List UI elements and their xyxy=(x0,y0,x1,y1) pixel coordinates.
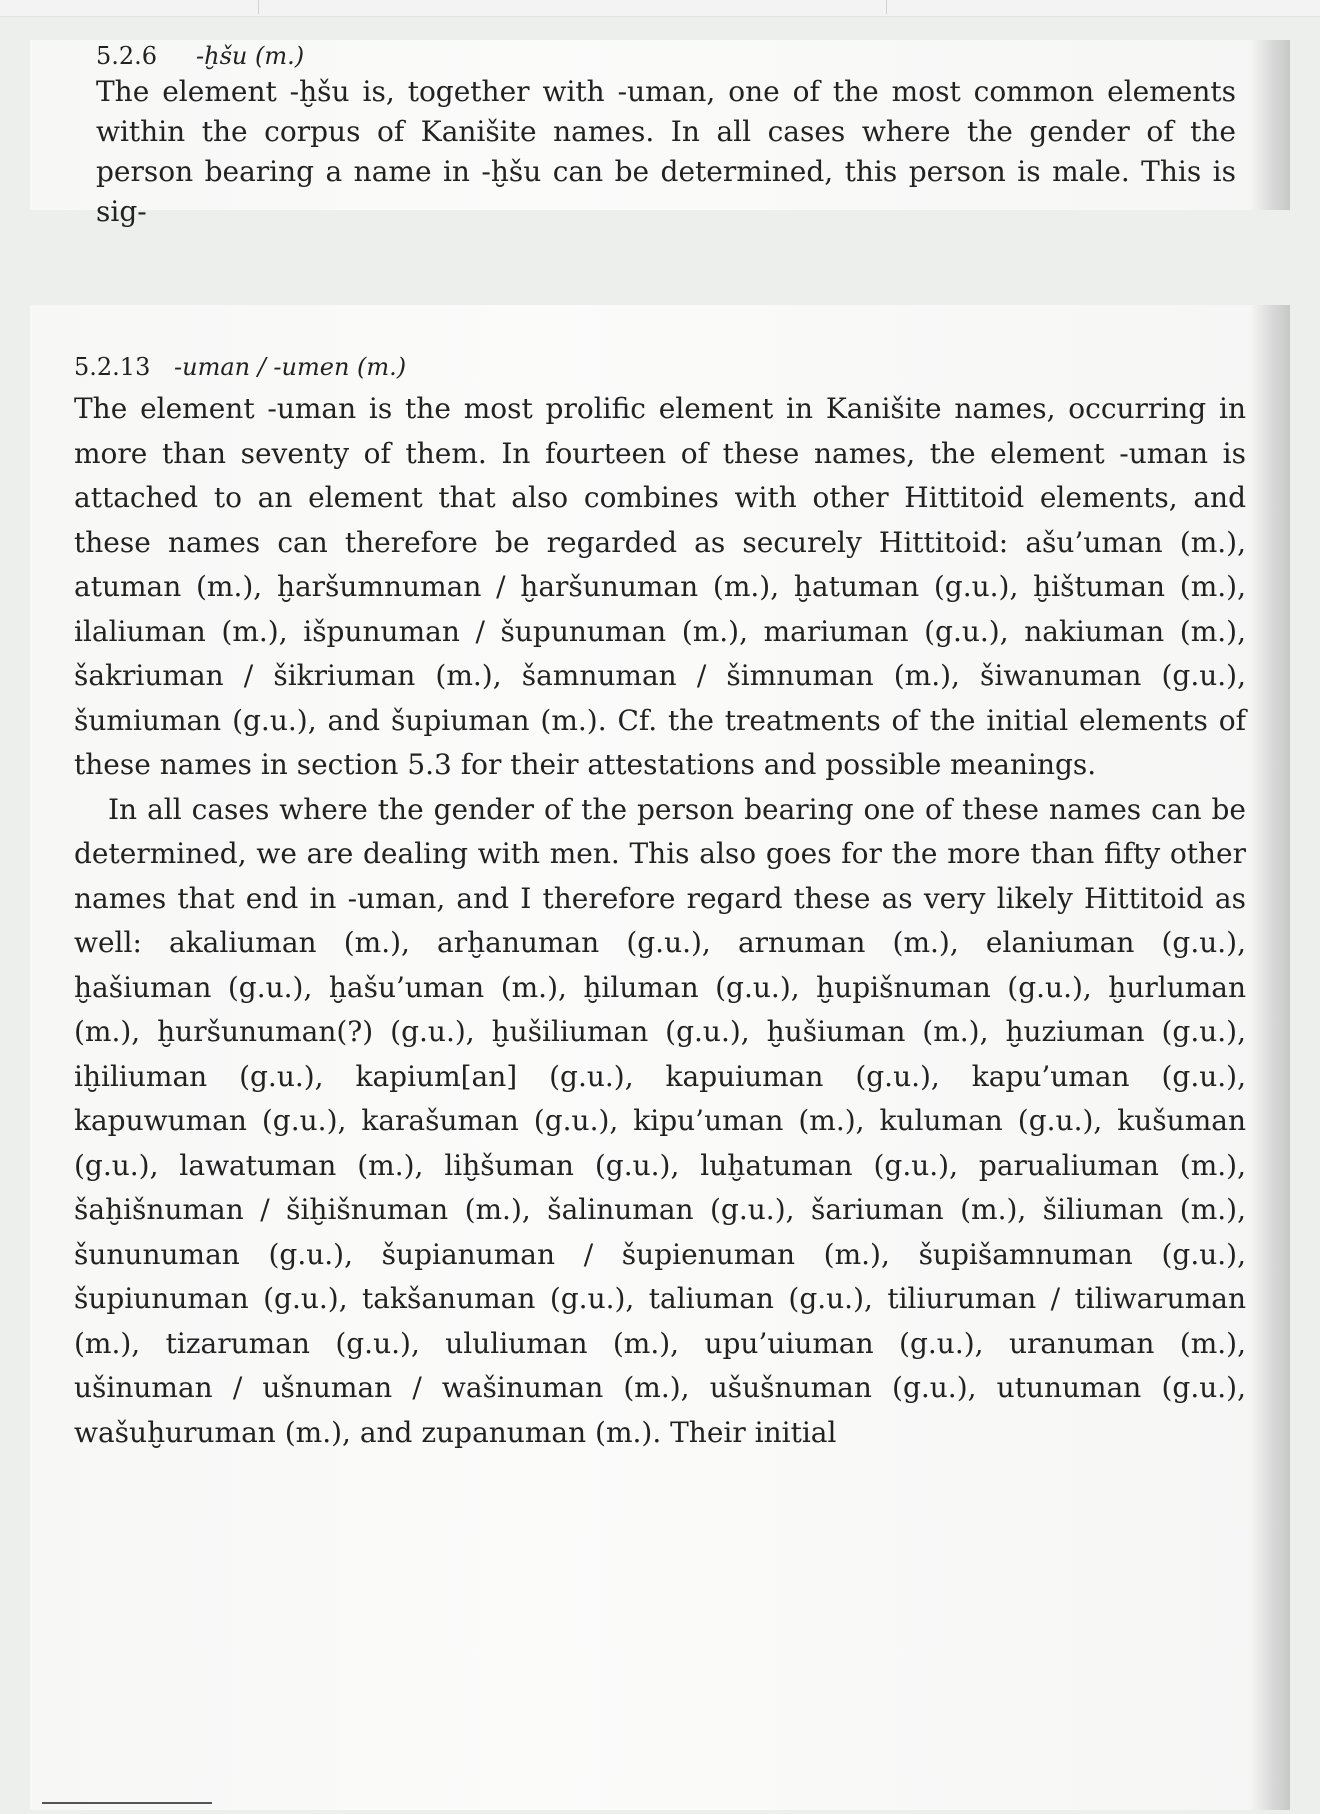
divider-tick xyxy=(258,0,259,14)
divider-tick xyxy=(886,0,887,14)
book-excerpt-photo-1 xyxy=(30,40,1290,228)
section-number: 5.2.13 xyxy=(74,353,151,381)
body-paragraph: The element -uman is the most prolific element in Kanišite names, occurring in more than seventy of them. In fourteen of these names, the element -uman is attached to an element that also combines with other Hittitoid elements, and these names can therefore be regarded as securely Hittitoid: ašu’uman (m.), atuman (m.), ḫaršumnuman / ḫaršunuman (m.), ḫatuman (g.u.), ḫištuman (m.), ilaliuman (m.), išpunuman / šupunuman (m.), mariuman (g.u.), nakiuman (m.), šakriuman / šikriuman (m.), šamnuman / šimnuman (m.), šiwanuman (g.u.), šumiuman (g.u.), and šupiuman (m.). Cf. the treatments of the initial elements of these names in section 5.3 for their attestations and possible meanings. xyxy=(74,392,1246,781)
body-paragraph: The element -ḫšu is, together with -uman, one of the most common elements within the corpus of Kanišite names. In all cases where the gender of the person bearing a name in -ḫšu can be determined, this person is male. This is sig- xyxy=(96,75,1236,228)
page-edge-shadow xyxy=(1250,40,1290,210)
section-heading xyxy=(96,40,1236,72)
body-paragraph: In all cases where the gender of the person bearing one of these names can be determined, we are dealing with men. This also goes for the more than fifty other names that end in -uman, and I therefore regard these as very likely Hittitoid as well: akaliuman (m.), arḫanuman (g.u.), arnuman (m.), elaniuman (g.u.), ḫašiuman (g.u.), ḫašu’uman (m.), ḫiluman (g.u.), ḫupišnuman (g.u.), ḫurluman (m.), ḫuršunuman(?) (g.u.), ḫušiliuman (g.u.), ḫušiuman (m.), ḫuziuman (g.u.), iḫiliuman (g.u.), kapium[an] (g.u.), kapuiuman (g.u.), kapu’uman (g.u.), kapuwuman (g.u.), karašuman (g.u.), kipu’uman (m.), kuluman (g.u.), kušuman (g.u.), lawatuman (m.), liḫšuman (g.u.), luḫatuman (g.u.), parualiuman (m.), šaḫišnuman / šiḫišnuman (m.), šalinuman (g.u.), šariuman (m.), šiliuman (m.), šununuman (g.u.), šupianuman / šupienuman (m.), šupišamnuman (g.u.), šupiunuman (g.u.), takšanuman (g.u.), taliuman (g.u.), tiliuruman / tiliwaruman (m.), tizaruman (g.u.), ululiuman (m.), upu’uiuman (g.u.), uranuman (m.), ušinuman / ušnuman / wašinuman (m.), ušušnuman (g.u.), utunuman (g.u.), wašuḫuruman (m.), and zupanuman (m.). Their initial xyxy=(74,792,1246,1449)
excerpt-text-block xyxy=(96,40,1236,232)
section-heading xyxy=(74,351,1246,383)
top-strip xyxy=(0,0,1320,17)
page-edge-shadow xyxy=(1250,305,1290,1810)
excerpt-text-block xyxy=(74,351,1246,1455)
section-term: -uman / -umen (m.) xyxy=(174,353,407,381)
book-excerpt-photo-2 xyxy=(30,305,1290,1810)
section-number: 5.2.6 xyxy=(96,42,158,70)
footnote-rule xyxy=(42,1802,212,1804)
section-term: -ḫšu (m.) xyxy=(196,42,305,70)
